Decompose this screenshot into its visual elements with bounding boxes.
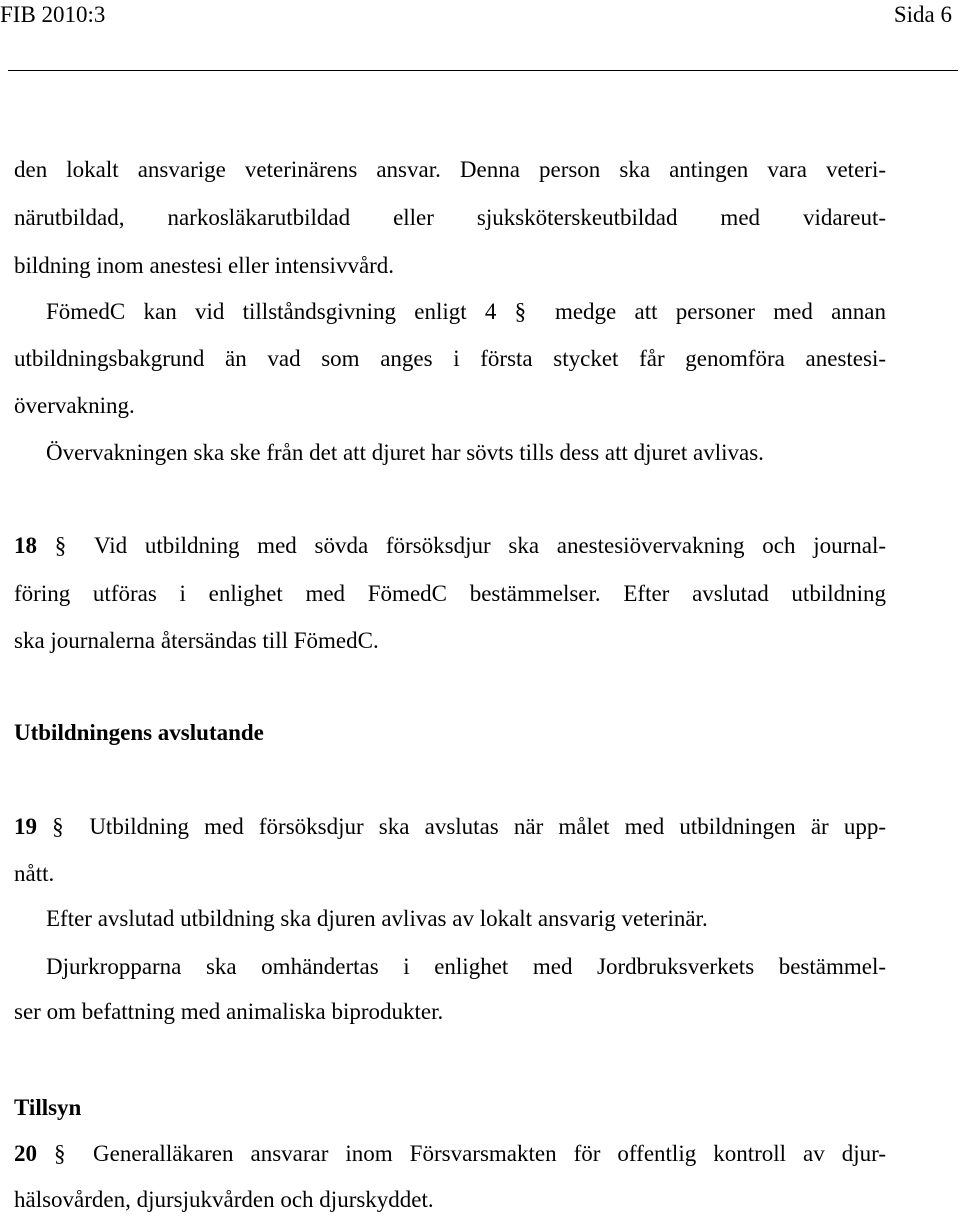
paragraph-20-line (14, 1140, 886, 1168)
section-sign: § (52, 814, 64, 839)
text-line: Djurkropparna ska omhändertas i enlighet med Jordbruksverkets bestämmel- (46, 954, 886, 979)
text-fragment: FömedC kan vid tillståndsgivning enligt 4 (46, 299, 497, 324)
section-sign: § (514, 299, 527, 324)
text-fragment: Utbildning med försöksdjur ska avslutas när målet med utbildningen är upp- (89, 814, 886, 839)
paragraph-19-line (14, 813, 886, 841)
section-heading: Utbildningens avslutande (14, 720, 264, 745)
section-sign: § (54, 533, 67, 558)
text-line: föring utföras i enlighet med FömedC bestämmelser. Efter avslutad utbildning (14, 581, 886, 606)
text-line: närutbildad, narkosläkarutbildad eller sjuksköterskeutbildad med vidareut- (14, 205, 886, 230)
text-line: ser om befattning med animaliska biprodukter. (14, 999, 444, 1024)
text-line: den lokalt ansvarige veterinärens ansvar. Denna person ska antingen vara veteri- (14, 157, 886, 182)
text-line: Övervakningen ska ske från det att djuret har sövts tills dess att djuret avlivas. (46, 440, 764, 465)
page-header (0, 0, 960, 40)
header-rule (8, 70, 958, 71)
section-heading: Tillsyn (14, 1095, 82, 1120)
paragraph-18-line (14, 532, 886, 560)
text-line: nått. (14, 861, 55, 886)
text-line: övervakning. (14, 393, 135, 418)
text-line: utbildningsbakgrund än vad som anges i första stycket får genomföra anestesi- (14, 346, 886, 371)
text-fragment: Generalläkaren ansvarar inom Försvarsmakten för offentlig kontroll av djur- (93, 1141, 887, 1166)
text-line (46, 298, 886, 326)
text-line: Efter avslutad utbildning ska djuren avlivas av lokalt ansvarig veterinär. (46, 906, 708, 931)
section-sign: § (54, 1141, 66, 1166)
page-number: Sida 6 (893, 2, 952, 27)
text-line: ska journalerna återsändas till FömedC. (14, 628, 379, 653)
text-fragment: Vid utbildning med sövda försöksdjur ska anestesiövervakning och journal- (94, 533, 887, 558)
paragraph-number: 18 (14, 533, 37, 558)
text-line: bildning inom anestesi eller intensivvård. (14, 253, 395, 278)
text-fragment: medge att personer med annan (554, 299, 887, 324)
paragraph-number: 19 (14, 814, 37, 839)
text-line: hälsovården, djursjukvården och djurskyddet. (14, 1187, 434, 1212)
document-id: FIB 2010:3 (0, 2, 106, 27)
paragraph-number: 20 (14, 1141, 37, 1166)
